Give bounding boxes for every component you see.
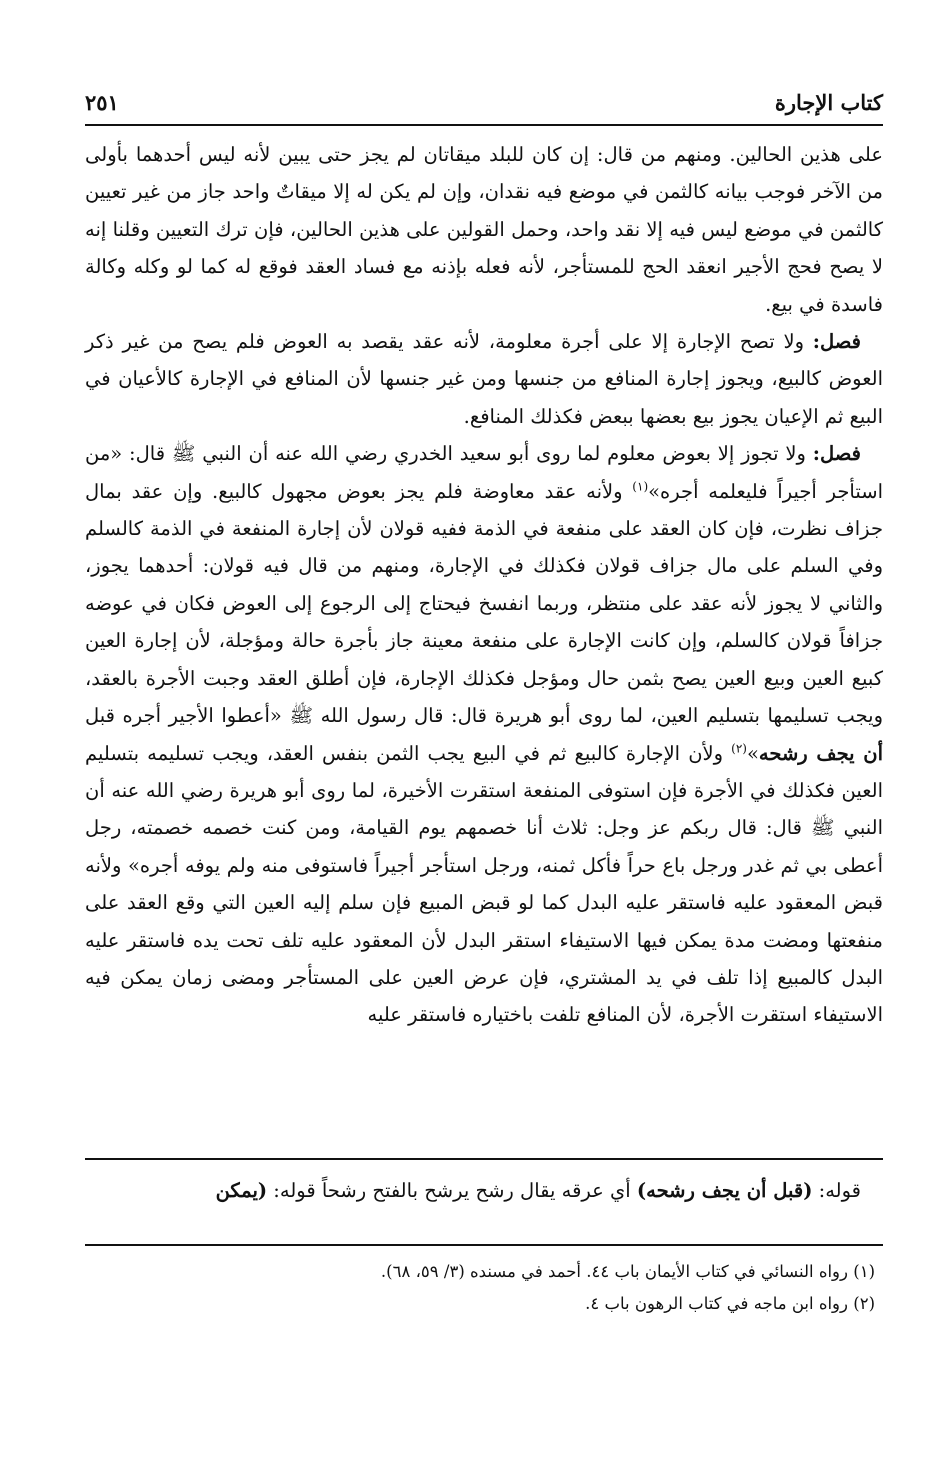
commentary — [85, 1172, 883, 1209]
commentary-bold: (قبل أن يجف رشحه) — [636, 1179, 813, 1202]
footnote-1: (١) رواه النسائي في كتاب الأيمان باب ٤٤. أحمد في مسنده (٣/ ٥٩، ٦٨). — [380, 1262, 875, 1281]
header-rule — [85, 124, 883, 126]
commentary-text: قوله: — [812, 1179, 861, 1202]
footnote-rule — [85, 1244, 883, 1246]
footnotes — [85, 1256, 883, 1320]
page-header — [85, 86, 883, 120]
paragraph-1: على هذين الحالين. ومنهم من قال: إن كان للبلد ميقاتان لم يجز حتى يبين لأنه ليس أحدهما بأولى من الآخر فوجب بيانه كالثمن في موضع فيه نقدان، وإن لم يكن له إلا ميقاتٌ واحد جاز من غير تعيين كالثمن في موضع ليس فيه إلا نقد واحد، وحمل القولين على هذين الحالين، فإن ترك التعيين وقلنا إنه لا يصح فحج الأجير انعقد الحج للمستأجر، لأنه فعله بإذنه مع فساد العقد فوقع له كما لو وكله وكالة فاسدة في بيع. — [85, 143, 883, 316]
section-label: فصل: — [812, 330, 861, 354]
bold-phrase: أن يجف رشحه — [758, 741, 883, 765]
footnote-ref-1[interactable]: (١) — [632, 479, 649, 494]
commentary-text: أي عرقه يقال رشح يرشح بالفتح رشحاً قوله: — [267, 1179, 637, 1202]
footnote-ref-2[interactable]: (٢) — [731, 741, 747, 755]
footnote-2: (٢) رواه ابن ماجه في كتاب الرهون باب ٤. — [585, 1294, 875, 1313]
section-label: فصل: — [812, 442, 861, 466]
commentary-bold: (يمكن — [215, 1179, 268, 1202]
paragraph-text: ولأن الإجارة كالبيع ثم في البيع يجب الثمن بنفس العقد، ويجب تسليمه بتسليم العين فكذلك في الأجرة فإن استوفى المنفعة استقرت الأخيرة، لما روى أبو هريرة رضي الله عنه أن النبي ﷺ قال: قال ربكم عز وجل: ثلاث أنا خصمهم يوم القيامة، ومن كنت خصمه خصمته، رجل أعطى بي ثم غدر ورجل باع حراً فأكل ثمنه، ورجل استأجر أجيراً فاستوفى منه ولم يوفه أجره» ولأنه قبض المعقود عليه فاستقر عليه البدل كما لو قبض المبيع فإن سلم إليه العين التي وقع العقد على منفعتها ومضت مدة يمكن فيها الاستيفاء استقر البدل لأن المعقود عليه تلف تحت يده فاستقر عليه البدل كالمبيع إذا تلف في يد المشتري، فإن عرض العين على المستأجر ومضى زمان يمكن فيه الاستيفاء استقرت الأجرة، لأن المنافع تلفت باختياره فاستقر عليه — [85, 741, 883, 1027]
paragraph-text: » — [746, 741, 759, 765]
paragraph-2 — [85, 323, 883, 435]
paragraph-text: ولا تجوز إلا بعوض معلوم لما روى أبو سعيد الخدري رضي الله عنه أن النبي ﷺ قال: «من استأجر أجيراً فليعلمه أجره» — [85, 442, 883, 503]
paragraph-text: ولأنه عقد معاوضة فلم يجز بعوض مجهول كالبيع. وإن عقد بمال جزاف نظرت، فإن كان العقد على منفعة في الذمة ففيه قولان لأن إجارة المنفعة في الذمة كالسلم وفي السلم على مال جزاف قولان فكذلك في الإجارة، ومنهم من قال فيه قولان: أحدهما يجوز، والثاني لا يجوز لأنه عقد على منتظر، وربما انفسخ فيحتاج إلى الرجوع إلى العوض فكان في عوضه جزافاً قولان كالسلم، وإن كانت الإجارة على منفعة معينة جاز بأجرة حالة ومؤجلة، لأن إجارة العين كبيع العين وبيع العين يصح بثمن حال ومؤجل فكذلك الإجارة، فإن أطلق العقد وجبت الأجرة بالعقد، ويجب تسليمها بتسليم العين، لما روى أبو هريرة قال: قال رسول الله ﷺ «أعطوا الأجير أجره قبل — [85, 479, 883, 728]
book-title: كتاب الإجارة — [774, 90, 883, 115]
main-text — [85, 136, 883, 1034]
commentary-rule — [85, 1158, 883, 1160]
page-number: ٢٥١ — [85, 90, 119, 115]
paragraph-text: ولا تصح الإجارة إلا على أجرة معلومة، لأنه عقد يقصد به العوض فلم يصح من غير ذكر العوض كالبيع، ويجوز إجارة المنافع من جنسها ومن غير جنسها لأن المنافع في الإجارة كالأعيان في البيع ثم الإعيان يجوز بيع بعضها ببعض فكذلك المنافع. — [85, 330, 883, 428]
paragraph-3 — [85, 435, 883, 1034]
